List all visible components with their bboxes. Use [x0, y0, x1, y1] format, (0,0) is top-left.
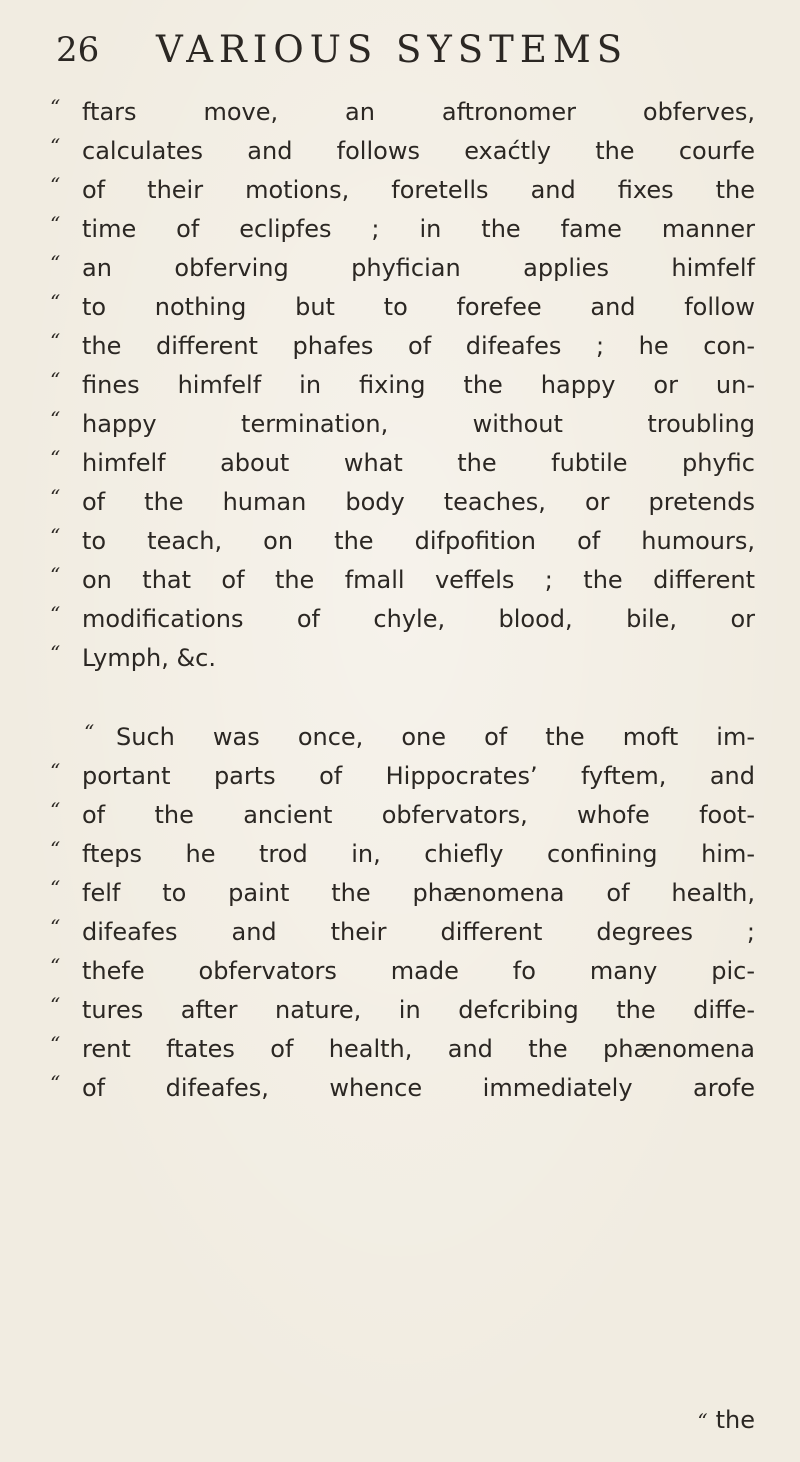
quote-mark: “ [50, 212, 61, 236]
line-text: of difeafes, whence immediately arofe [82, 1074, 755, 1102]
text-line [50, 249, 755, 288]
line-text: difeafes and their different degrees ; [82, 918, 755, 946]
text-line [50, 718, 755, 757]
main-text [50, 93, 755, 1108]
quote-mark: “ [50, 173, 61, 197]
line-text: tures after nature, in defcribing the diffe- [82, 996, 755, 1024]
quote-mark: “ [50, 1032, 61, 1056]
line-text: thefe obfervators made fo many pic- [82, 957, 755, 985]
quote-mark: “ [50, 134, 61, 158]
text-line [50, 483, 755, 522]
quote-mark: “ [50, 1071, 61, 1095]
page-number: 26 [56, 30, 100, 70]
text-line [50, 405, 755, 444]
text-line [50, 132, 755, 171]
quote-mark: “ [50, 485, 61, 509]
quote-mark: “ [50, 915, 61, 939]
quote-mark: “ [50, 876, 61, 900]
text-line [50, 327, 755, 366]
paragraph-1 [50, 93, 755, 678]
line-text: of the human body teaches, or pretends [82, 488, 755, 516]
text-line [50, 444, 755, 483]
quote-mark: “ [697, 1409, 708, 1433]
quote-mark: “ [50, 290, 61, 314]
text-line [50, 913, 755, 952]
line-text: of their motions, foretells and fixes the [82, 176, 755, 204]
quote-mark: “ [50, 837, 61, 861]
line-text: of the ancient obfervators, whofe foot- [82, 801, 755, 829]
line-text: happy termination, without troubling [82, 410, 755, 438]
text-line [50, 1030, 755, 1069]
text-line [50, 210, 755, 249]
line-text: rent ftates of health, and the phænomena [82, 1035, 755, 1063]
line-text: himfelf about what the fubtile phyfic [82, 449, 755, 477]
running-head: VARIOUS SYSTEMS [156, 28, 629, 71]
catchword-text: the [715, 1406, 755, 1434]
quote-mark: “ [50, 563, 61, 587]
quote-mark: “ [50, 993, 61, 1017]
quote-mark: “ [50, 954, 61, 978]
quote-mark: “ [50, 759, 61, 783]
catchword [697, 1405, 755, 1436]
text-line [50, 796, 755, 835]
quote-mark: “ [50, 251, 61, 275]
paragraph-break [50, 678, 755, 718]
text-line [50, 757, 755, 796]
line-text: fines himfelf in fixing the happy or un- [82, 371, 755, 399]
text-line [50, 874, 755, 913]
quote-mark: “ [50, 524, 61, 548]
line-text: portant parts of Hippocrates’ fyftem, and [82, 762, 755, 790]
text-line [50, 366, 755, 405]
quote-mark: “ [50, 329, 61, 353]
line-text: on that of the fmall veffels ; the different [82, 566, 755, 594]
line-text: Such was once, one of the moft im- [116, 723, 755, 751]
text-line [50, 1069, 755, 1108]
quote-mark: “ [50, 368, 61, 392]
quote-mark: “ [50, 95, 61, 119]
text-line [50, 952, 755, 991]
line-text: an obferving phyfician applies himfelf [82, 254, 755, 282]
quote-mark: “ [50, 446, 61, 470]
text-line [50, 171, 755, 210]
line-text: fteps he trod in, chiefly confining him- [82, 840, 755, 868]
line-text: felf to paint the phænomena of health, [82, 879, 755, 907]
text-line [50, 835, 755, 874]
quote-mark: “ [50, 798, 61, 822]
line-text: time of eclipfes ; in the fame manner [82, 215, 755, 243]
text-line [50, 288, 755, 327]
line-text: the different phafes of difeafes ; he con- [82, 332, 755, 360]
text-line [50, 522, 755, 561]
text-line [50, 600, 755, 639]
line-text: Lymph, &c. [82, 644, 216, 672]
quote-mark: “ [50, 602, 61, 626]
line-text: ftars move, an aftronomer obferves, [82, 98, 755, 126]
text-line [50, 639, 755, 678]
quote-mark: “ [50, 641, 61, 665]
text-line [50, 991, 755, 1030]
page-header [56, 30, 740, 80]
paragraph-2 [50, 718, 755, 1108]
line-text: modifications of chyle, blood, bile, or [82, 605, 755, 633]
quote-mark: “ [50, 407, 61, 431]
line-text: to teach, on the difpofition of humours, [82, 527, 755, 555]
quote-mark: “ [84, 720, 95, 744]
text-line [50, 561, 755, 600]
line-text: to nothing but to forefee and follow [82, 293, 755, 321]
text-line [50, 93, 755, 132]
line-text: calculates and follows exaćtly the courfe [82, 137, 755, 165]
